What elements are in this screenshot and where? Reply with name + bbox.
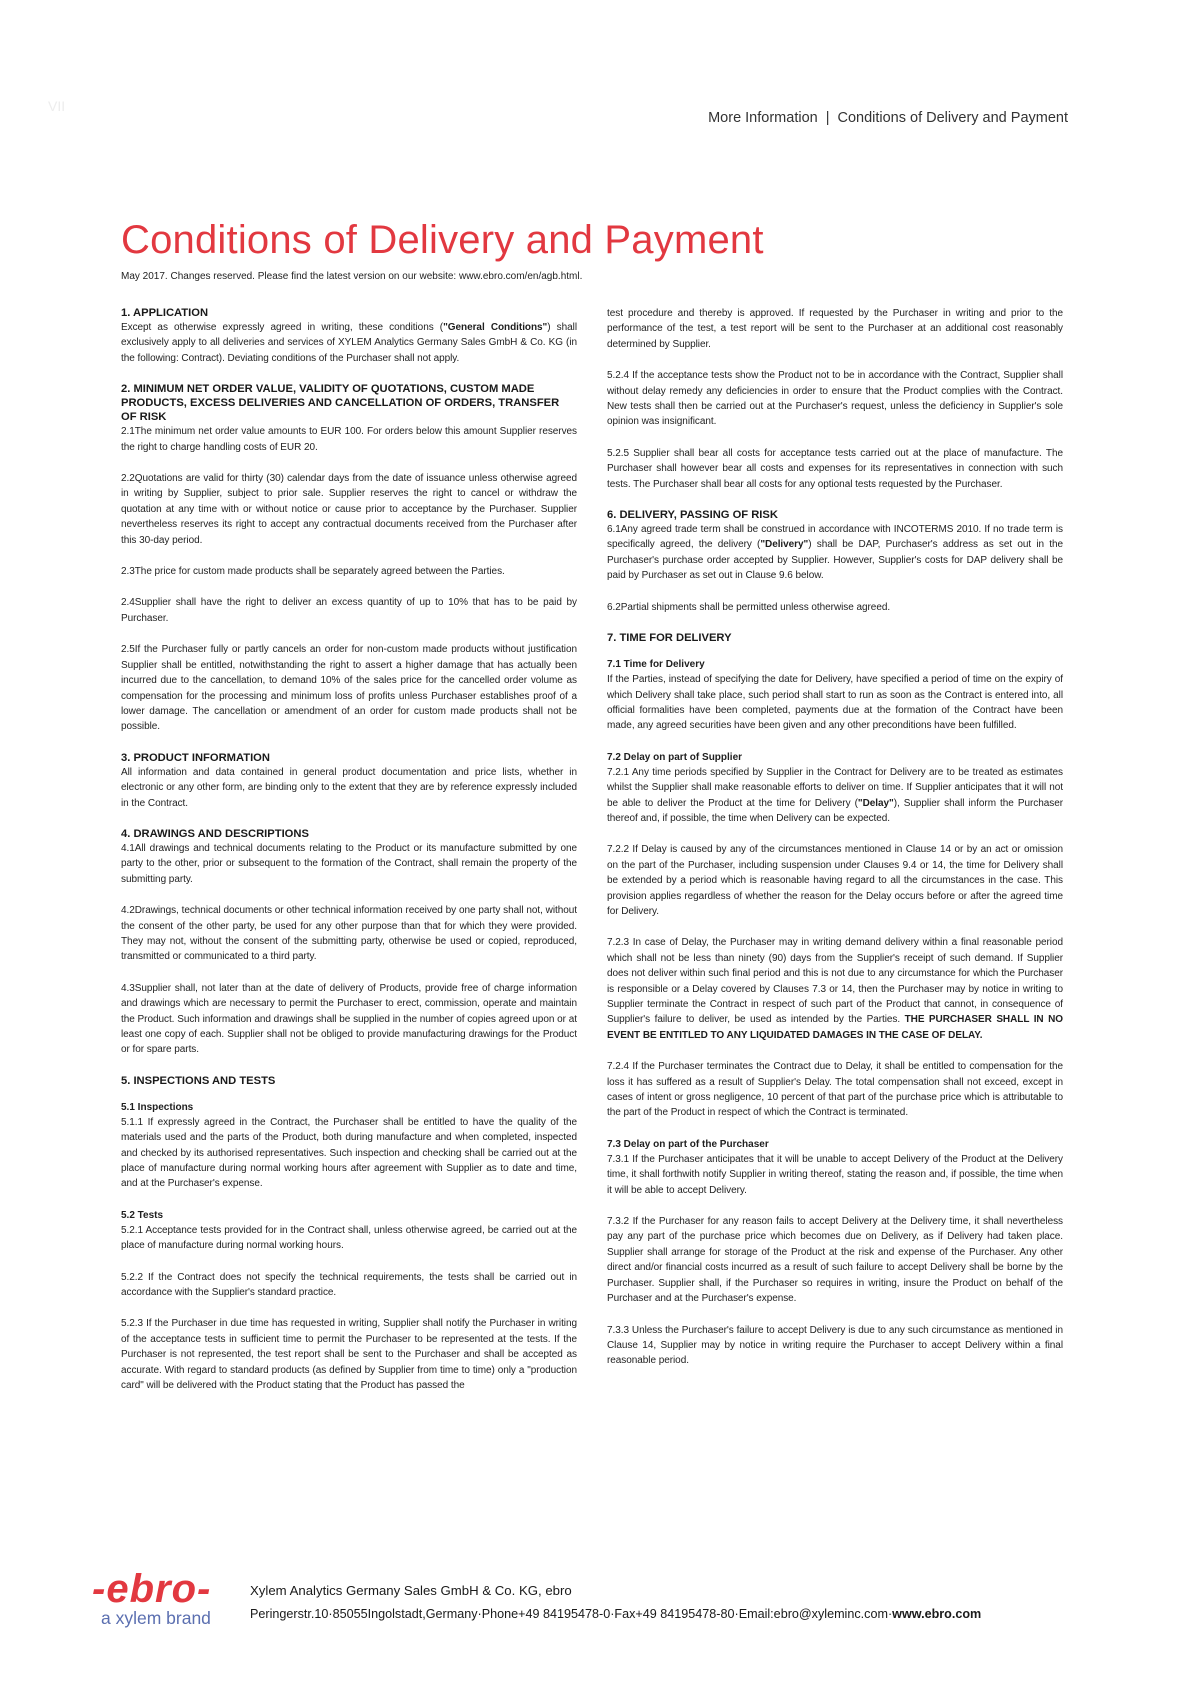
subsection-5-1-heading: 5.1 Inspections bbox=[121, 1101, 194, 1113]
clause-7-2-3 bbox=[607, 935, 1063, 1043]
page-subtitle: May 2017. Changes reserved. Please find the latest version on our website: www.ebro.com/en/agb.html. bbox=[121, 271, 583, 282]
clause-7-2-4: 7.2.4 If the Purchaser terminates the Contract due to Delay, it shall be entitled to compensation for the loss it has suffered as a result of Supplier's Delay. The total compensation shall not exceed, except in cases of intent or gross negligence, 10 percent of that part of the purchase price which is attributable to the part of the Product in respect of which the Contract is terminated. bbox=[607, 1061, 1063, 1119]
text-run: 7.2.1 Any time periods specified by Supplier in the Contract for Delivery are to be treated as estimates whilst the Supplier shall make reasonable efforts to deliver on time. If Supplier anticipates that it will not be able to deliver the Product at the time for Delivery ( bbox=[607, 766, 1063, 809]
spacer bbox=[121, 1088, 577, 1100]
defined-term: "Delivery" bbox=[760, 539, 809, 551]
section-2-heading: 2. MINIMUM NET ORDER VALUE, VALIDITY OF QUOTATIONS, CUSTOM MADE PRODUCTS, EXCESS DELIVERIES AND CANCELLATION OF ORDERS, TRANSFER OF RISK bbox=[121, 383, 560, 424]
section-7-heading: 7. TIME FOR DELIVERY bbox=[607, 632, 732, 645]
clause-6-1 bbox=[607, 522, 1063, 584]
clause-5-2-1: 5.2.1 Acceptance tests provided for in the Contract shall, unless otherwise agreed, be carried out at the place of manufacture during normal working hours. bbox=[121, 1224, 577, 1252]
clause-5-2-2: 5.2.2 If the Contract does not specify the technical requirements, the tests shall be carried out in accordance with the Supplier's standard practice. bbox=[121, 1271, 577, 1299]
clause-7-2-1 bbox=[607, 765, 1063, 827]
defined-term: "Delay" bbox=[857, 797, 894, 809]
running-header-separator: | bbox=[825, 110, 830, 126]
subsection-7-3-heading: 7.3 Delay on part of the Purchaser bbox=[607, 1138, 769, 1150]
clause-6-2: 6.2Partial shipments shall be permitted unless otherwise agreed. bbox=[607, 601, 891, 613]
clause-7-3-1: 7.3.1 If the Purchaser anticipates that it will be unable to accept Delivery of the Product at the Delivery time, it shall forthwith notify Supplier in writing thereof, stating the reason and, if possible, the time when it will be able to accept Delivery. bbox=[607, 1153, 1063, 1196]
running-header-topic: Conditions of Delivery and Payment bbox=[837, 110, 1068, 126]
text-run: 6.1Any agreed trade term shall be construed in accordance with INCOTERMS 2010. If no trade term is specifically agreed, the delivery ( bbox=[607, 524, 1063, 551]
text-run: 7.2.3 In case of Delay, the Purchaser may in writing demand delivery within a final reasonable period which shall not be less than ninety (90) days from the Supplier's receipt of such demand. If Supplier does not deliver within such final period and this is not due to any circumstance for which the Purchaser is responsible or a Delay covered by Clauses 7.3 or 14, then the Purchaser may by notice in writing to Supplier terminate the Contract in respect of such part of the Product that cannot, in consequence of Supplier's failure to deliver, be used as intended by the Parties. bbox=[607, 937, 1063, 1026]
page-title: Conditions of Delivery and Payment bbox=[121, 218, 764, 262]
clause-4-1: 4.1All drawings and technical documents relating to the Product or its manufacture submitted by one party to the other, prior or subsequent to the formation of the Contract, shall remain the property of the submitting party. bbox=[121, 842, 577, 885]
text-run: ) shall exclusively apply to all deliveries and services of XYLEM Analytics Germany Sales GmbH & Co. KG (in the following: Contract). Deviating conditions of the Purchaser shall not apply. bbox=[121, 322, 578, 364]
logo-tagline: a xylem brand bbox=[101, 1608, 211, 1628]
running-header-section: More Information bbox=[708, 110, 818, 126]
ebro-logo-wordmark bbox=[92, 1570, 232, 1608]
section-6-heading: 6. DELIVERY, PASSING OF RISK bbox=[607, 509, 778, 522]
clause-7-3-2: 7.3.2 If the Purchaser for any reason fails to accept Delivery at the Delivery time, it shall nevertheless pay any part of the purchase price which becomes due on Delivery, as if Delivery had taken place. Supplier shall arrange for storage of the Product at the risk and expense of the Purchaser. Any other direct and/or financial costs incurred as a result of such failure to accept Delivery shall be borne by the Purchaser. Supplier shall, if the Purchaser so requires in writing, insure the Product on behalf of the Purchaser and at the Purchaser's expense. bbox=[607, 1216, 1063, 1305]
clause-5-2-4: 5.2.4 If the acceptance tests show the Product not to be in accordance with the Contract, Supplier shall without delay remedy any deficiencies in order to ensure that the Product complies with the Contract. New tests shall then be carried out at the Purchaser's request, unless the deficiency in Supplier's sole opinion was insignificant. bbox=[607, 370, 1063, 428]
footer-company: Xylem Analytics Germany Sales GmbH & Co. KG, ebro bbox=[250, 1583, 572, 1598]
clause-2-5: 2.5If the Purchaser fully or partly cancels an order for non-custom made products without justification Supplier shall be entitled, notwithstanding the right to assert a higher damage that has actually been incurred due to the cancellation, to demand 10% of the sales price for the cancelled order volume as compensation for the processing and minimum loss of profits unless Purchaser establishes proof of a lower damage. The cancellation or amendment of an order for custom made products shall not be possible. bbox=[121, 644, 577, 733]
section-1-heading: 1. APPLICATION bbox=[121, 307, 209, 319]
liability-disclaimer: THE PURCHASER SHALL IN NO EVENT BE ENTITLED TO ANY LIQUIDATED DAMAGES IN THE CASE OF DELAY. bbox=[607, 1014, 1064, 1041]
left-column bbox=[121, 306, 577, 1394]
clause-5-2-3: 5.2.3 If the Purchaser in due time has requested in writing, Supplier shall notify the Purchaser in writing of the acceptance tests in sufficient time to permit the Purchaser to be represented at the tests. If the Purchaser is not represented, the test report shall be sent to the Purchaser and shall be accepted as accurate. With regard to standard products (as defined by Supplier from time to time) only a "production card" will be delivered with the Product stating that the Product has passed the bbox=[121, 1318, 577, 1392]
logo-word: -ebro- bbox=[92, 1570, 212, 1608]
clause-2-3: 2.3The price for custom made products shall be separately agreed between the Parties. bbox=[121, 566, 505, 578]
clause-4-3: 4.3Supplier shall, not later than at the date of delivery of Products, provide free of charge information and drawings which are necessary to permit the Purchaser to erect, commission, operate and maintain the Product. Such information and drawings shall be supplied in the number of copies agreed upon or at least one copy of each. Supplier shall not be obliged to provide manufacturing drawings for the Product or for spare parts. bbox=[121, 982, 577, 1056]
section-3-heading: 3. PRODUCT INFORMATION bbox=[121, 751, 270, 764]
footer-address bbox=[250, 1605, 981, 1624]
clause-7-2-2: 7.2.2 If Delay is caused by any of the circumstances mentioned in Clause 14 or by an act or omission on the part of the Purchaser, including suspension under Clauses 9.4 or 14, the time for Delivery shall be extended by a period which is reasonable having regard to all the circumstances in the case. This provision applies regardless of whether the reason for the Delay occurs before or after the agreed time for Delivery. bbox=[607, 844, 1063, 917]
subsection-7-2-heading: 7.2 Delay on part of Supplier bbox=[607, 751, 743, 763]
clause-5-2-5: 5.2.5 Supplier shall bear all costs for acceptance tests carried out at the place of manufacture. The Purchaser shall however bear all costs and expenses for its representatives in connection with such tests. The Purchaser shall bear all costs for any optional tests requested by the Purchaser. bbox=[607, 447, 1063, 490]
page-number: VII bbox=[48, 98, 66, 114]
footer-address-text: Peringerstr.10·85055Ingolstadt,Germany·Phone+49 84195478-0·Fax+49 84195478-80·Email:ebro@xyleminc.com· bbox=[250, 1607, 893, 1621]
subsection-5-2-heading: 5.2 Tests bbox=[121, 1209, 164, 1221]
clause-2-4: 2.4Supplier shall have the right to deliver an excess quantity of up to 10% that has to be paid by Purchaser. bbox=[121, 597, 577, 624]
spacer bbox=[607, 645, 1063, 657]
clause-5-2-3-continued: test procedure and thereby is approved. If requested by the Purchaser in writing and prior to the performance of the test, a test report will be sent to the Purchaser at an additional cost reasonably determined by Supplier. bbox=[607, 308, 1063, 350]
text-run: ), Supplier shall inform the Purchaser thereof and, if possible, the time when Delivery can be expected. bbox=[607, 797, 1064, 824]
clause-7-3-3: 7.3.3 Unless the Purchaser's failure to accept Delivery is due to any such circumstance as mentioned in Clause 14, Supplier may by notice in writing require the Purchaser to accept Delivery within a final reasonable period. bbox=[607, 1324, 1063, 1367]
defined-term: "General Conditions" bbox=[443, 322, 548, 333]
text-run: Except as otherwise expressly agreed in writing, these conditions ( bbox=[121, 322, 444, 333]
footer-contact bbox=[250, 1581, 981, 1624]
subsection-7-1-heading: 7.1 Time for Delivery bbox=[607, 659, 705, 671]
clause-7-1: If the Parties, instead of specifying the date for Delivery, have specified a period of time on the expiry of which Delivery shall take place, such period shall start to run as soon as the Contract is entered into, all official formalities have been completed, payments due at the formation of the Contract have been made, any agreed securities have been given and any other preconditions have been fulfilled. bbox=[607, 674, 1063, 732]
clause-5-1-1: 5.1.1 If expressly agreed in the Contract, the Purchaser shall be entitled to have the quality of the materials used and the parts of the Product, both during manufacture and when completed, inspected and checked by its authorised representatives. Such inspection and checking shall be carried out at the place of manufacture during normal working hours after agreement with Supplier as to date and time, and at the Purchaser's expense. bbox=[121, 1116, 577, 1190]
clause-2-2: 2.2Quotations are valid for thirty (30) calendar days from the date of issuance unless otherwise agreed in writing by Supplier, subject to prior sale. Supplier reserves the right to cancel or withdraw the quotation at any time with or without notice or cause prior to acceptance by the Purchaser. Supplier nevertheless reserves its right to accept any contractual documents received from the Purchaser after this 30-day period. bbox=[121, 473, 577, 546]
section-3-text: All information and data contained in general product documentation and price lists, whether in electronic or any other form, are binding only to the extent that they are by reference expressly included in the Contract. bbox=[121, 766, 577, 809]
ebro-logo bbox=[92, 1570, 234, 1630]
text-run: ) shall be DAP, Purchaser's address as set out in the Purchaser's purchase order accepted by Supplier. However, Supplier's costs for DAP delivery shall be paid by Purchaser as set out in Clause 9.6 below. bbox=[607, 539, 1063, 582]
clause-4-2: 4.2Drawings, technical documents or other technical information received by one party shall not, without the consent of the other party, be used for any other purpose than that for which they were provided. They may not, without the consent of the submitting party, otherwise be used or copied, reproduced, transmitted or communicated to a third party. bbox=[121, 905, 577, 963]
section-1-text bbox=[121, 320, 577, 366]
section-5-heading: 5. INSPECTIONS AND TESTS bbox=[121, 1074, 276, 1087]
clause-2-1: 2.1The minimum net order value amounts to EUR 100. For orders below this amount Supplier reserves the right to charge handling costs of EUR 20. bbox=[121, 426, 577, 453]
right-column bbox=[607, 306, 1063, 1369]
section-4-heading: 4. DRAWINGS AND DESCRIPTIONS bbox=[121, 827, 309, 840]
running-header bbox=[708, 110, 1068, 126]
footer-website-link[interactable]: www.ebro.com bbox=[892, 1607, 982, 1621]
